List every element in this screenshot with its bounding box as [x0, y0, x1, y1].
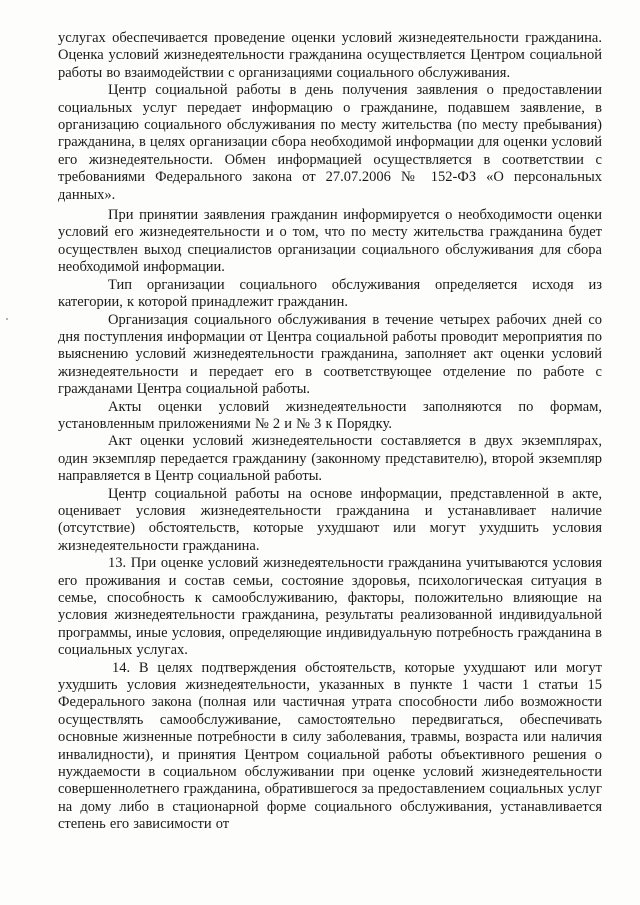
paragraph-center-evaluation: Центр социальной работы на основе информации, представленной в акте, оценивает условия жизнедеятельности гражданина и устанавливает наличие (отсутствие) обстоятельств, которые ухудшают или могут ухудшить условия жизнедеятельности гражданина. [58, 485, 602, 554]
paragraph-continuation: услугах обеспечивается проведение оценки условий жизнедеятельности гражданина. Оценка условий жизнедеятельности гражданина осуществляется Центром социальной работы во взаимодействии с организациями социального обслуживания. [58, 30, 602, 81]
paragraph-item-14: 14. В целях подтверждения обстоятельств, которые ухудшают или могут ухудшить условия жизнедеятельности, указанных в пункте 1 части 1 статьи 15 Федерального закона (полная или частичная утрата способности либо возможности осуществлять самообслуживание, самостоятельно передвигаться, обеспечивать основные жизненные потребности в силу заболевания, травмы, возраста или наличия инвалидности), и принятия Центром социальной работы объективного решения о нуждаемости в социальном обслуживании при оценке условий жизнедеятельности совершеннолетнего гражданина, обратившегося за предоставлением социальных услуг на дому либо в стационарной форме социального обслуживания, устанавливается степень его зависимости от [58, 659, 602, 833]
document-body [58, 30, 602, 834]
paragraph-citizen-informed: При принятии заявления гражданин информируется о необходимости оценки условий его жизнедеятельности и о том, что по месту жительства гражданина будет осуществлен выход специалистов организации социального обслуживания для сбора необходимой информации. [58, 207, 602, 276]
paragraph-act-forms: Акты оценки условий жизнедеятельности заполняются по формам, установленным приложениями № 2 и № 3 к Порядку. [58, 398, 602, 432]
paragraph-item-13: 13. При оценке условий жизнедеятельности гражданина учитываются условия его проживания и состав семьи, состояние здоровья, психологическая ситуация в семье, способность к самообслуживанию, факторы, положительно влияющие на условия жизнедеятельности гражданина, результаты реализованной индивидуальной программы, иные условия, определяющие индивидуальную потребность гражданина в социальных услугах. [58, 555, 602, 659]
paragraph-act-copies: Акт оценки условий жизнедеятельности составляется в двух экземплярах, один экземпляр передается гражданину (законному представителю), второй экземпляр направляется в Центр социальной работы. [58, 433, 602, 485]
scan-artifact [6, 318, 8, 320]
paragraph-assessment-procedure: Организация социального обслуживания в течение четырех рабочих дней со дня поступления информации от Центра социальной работы проводит мероприятия по выяснению условий жизнедеятельности гражданина, заполняет акт оценки условий жизнедеятельности и передает его в соответствующее отделение по работе с гражданами Центра социальной работы. [58, 311, 602, 398]
paragraph-center-transfer: Центр социальной работы в день получения заявления о предоставлении социальных услуг передает информацию о гражданине, подавшем заявление, в организацию социального обслуживания по месту жительства (по месту пребывания) гражданина, в целях организации сбора необходимой информации для оценки условий его жизнедеятельности. Обмен информацией осуществляется в соответствии с требованиями Федерального закона от 27.07.2006 № 152-ФЗ «О персональных данных». [58, 82, 602, 203]
paragraph-organization-type: Тип организации социального обслуживания определяется исходя из категории, к которой принадлежит гражданин. [58, 276, 602, 311]
